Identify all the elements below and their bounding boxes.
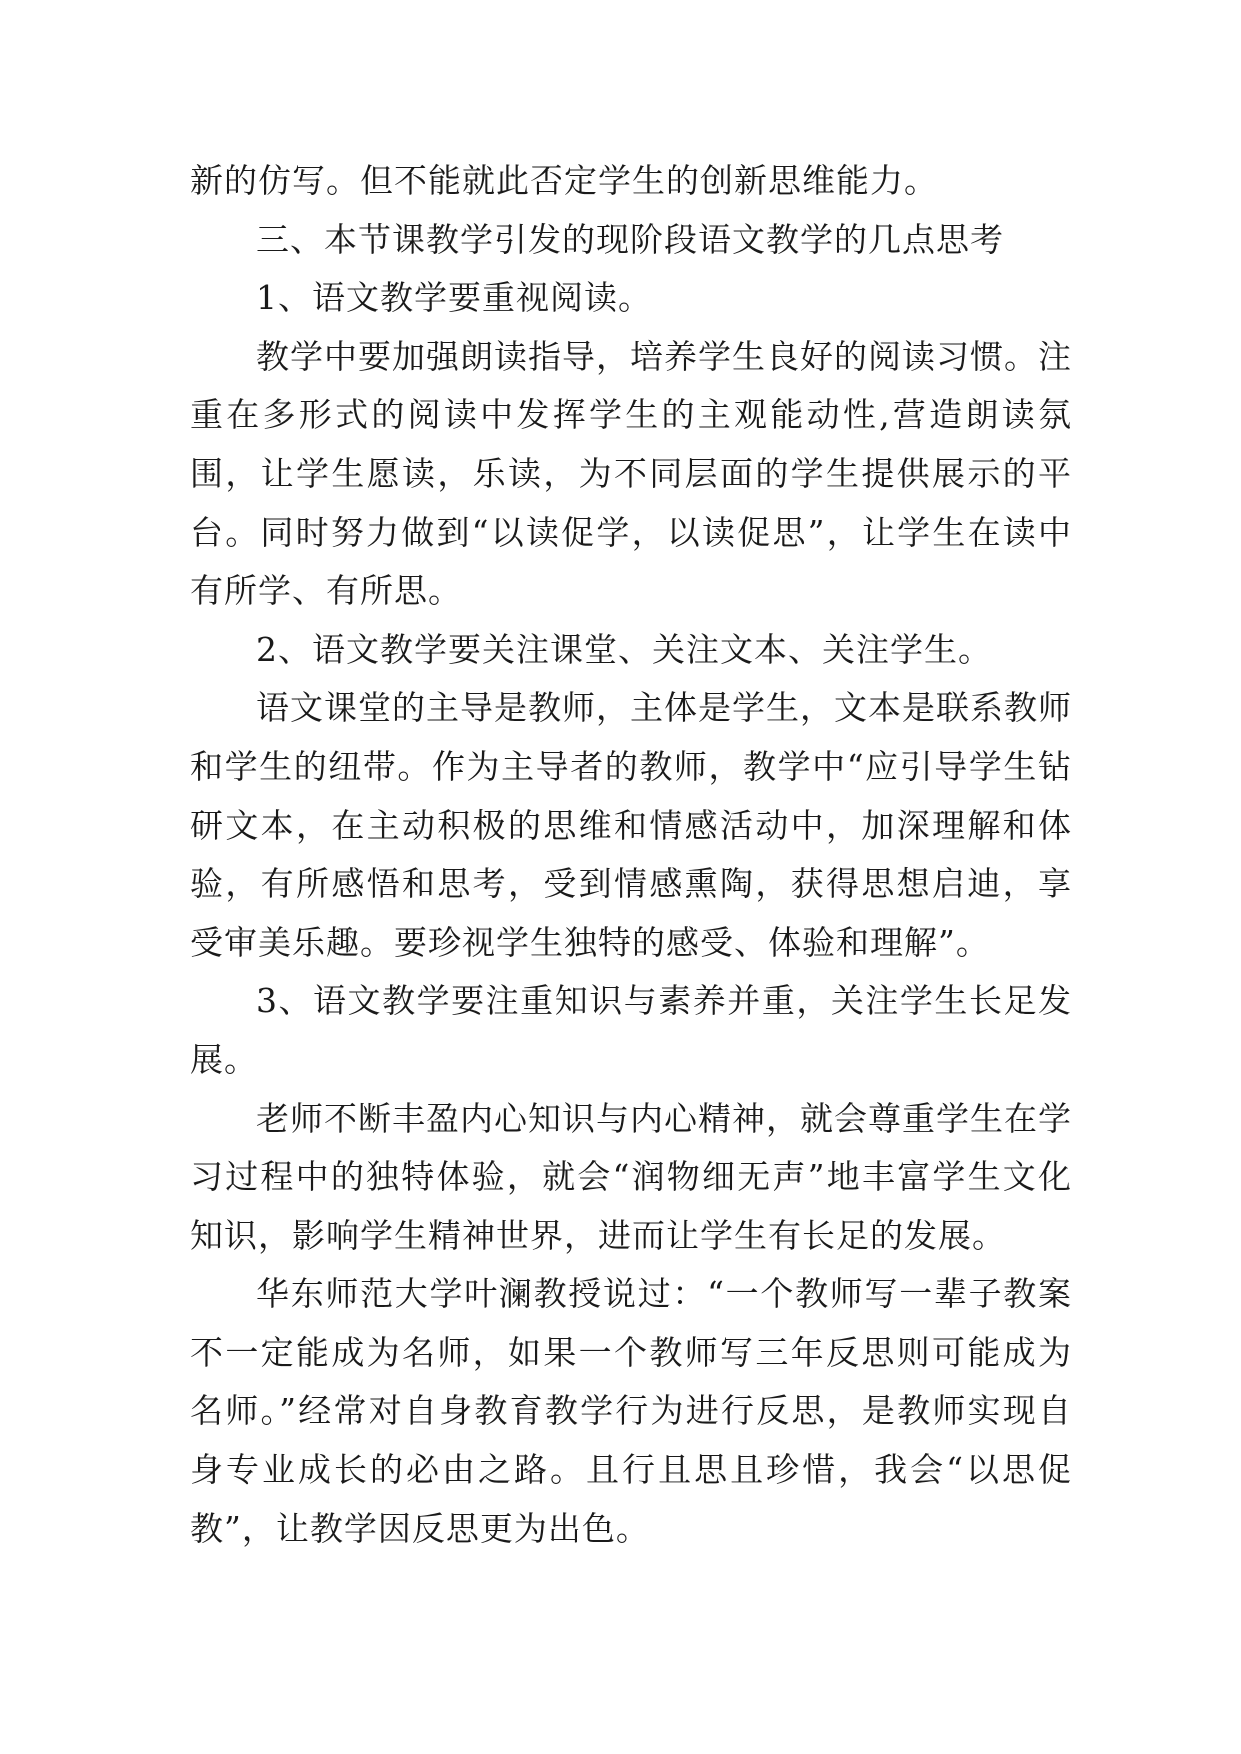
subheading-reading: 1、语文教学要重视阅读。 (256, 278, 652, 318)
subheading-classroom: 2、语文教学要关注课堂、关注文本、关注学生。 (256, 629, 992, 669)
paragraph-continuation: 新的仿写。但不能就此否定学生的创新思维能力。 (190, 161, 938, 200)
document-body (190, 152, 1072, 1558)
paragraph-classroom: 语文课堂的主导是教师，主体是学生，文本是联系教师和学生的纽带。作为主导者的教师，教学中“应引导学生钻研文本，在主动积极的思维和情感活动中，加深理解和体验，有所感悟和思考，受到情感熏陶，获得思想启迪，享受审美乐趣。要珍视学生独特的感受、体验和理解”。 (190, 688, 1072, 962)
paragraph-reading: 教学中要加强朗读指导，培养学生良好的阅读习惯。注重在多形式的阅读中发挥学生的主观能动性,营造朗读氛围，让学生愿读，乐读，为不同层面的学生提供展示的平台。同时努力做到“以读促学，以读促思”，让学生在读中有所学、有所思。 (190, 336, 1072, 611)
subheading-knowledge: 3、语文教学要注重知识与素养并重，关注学生长足发展。 (190, 981, 1072, 1079)
paragraph-conclusion: 华东师范大学叶澜教授说过：“一个教师写一辈子教案不一定能成为名师，如果一个教师写三年反思则可能成为名师。”经常对自身教育教学行为进行反思，是教师实现自身专业成长的必由之路。且行且思且珍惜，我会“以思促教”，让教学因反思更为出色。 (190, 1274, 1072, 1548)
section-heading: 三、本节课教学引发的现阶段语文教学的几点思考 (256, 219, 1004, 259)
paragraph-knowledge: 老师不断丰盈内心知识与内心精神，就会尊重学生在学习过程中的独特体验，就会“润物细无声”地丰富学生文化知识，影响学生精神世界，进而让学生有长足的发展。 (190, 1098, 1072, 1255)
